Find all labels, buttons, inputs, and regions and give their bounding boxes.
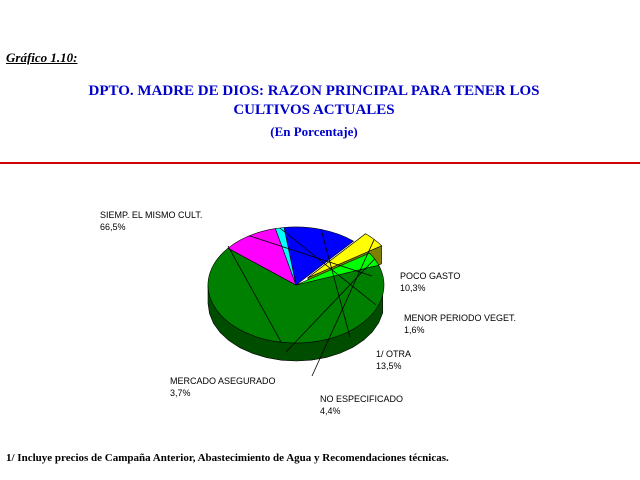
- slice-label-poco-gasto: POCO GASTO: [400, 271, 461, 281]
- slice-value-siemp-el-mismo-cult: 66,5%: [100, 222, 126, 232]
- slice-value-no-especificado: 4,4%: [320, 406, 341, 416]
- chart-title-line2: CULTIVOS ACTUALES: [233, 102, 395, 118]
- slice-label-1-otra: 1/ OTRA: [376, 349, 412, 359]
- slice-label-menor-periodo-veget: MENOR PERIODO VEGET.: [404, 313, 517, 323]
- slice-label-siemp-el-mismo-cult: SIEMP. EL MISMO CULT.: [100, 210, 203, 220]
- slice-value-menor-periodo-veget: 1,6%: [404, 325, 425, 335]
- slice-label-no-especificado: NO ESPECIFICADO: [320, 394, 404, 404]
- chart-subtitle: (En Porcentaje): [270, 124, 358, 139]
- footnote: 1/ Incluye precios de Campaña Anterior, Abastecimiento de Agua y Recomendaciones técnicas.: [6, 452, 449, 464]
- slice-value-mercado-asegurado: 3,7%: [170, 388, 191, 398]
- slice-label-mercado-asegurado: MERCADO ASEGURADO: [170, 376, 276, 386]
- slice-value-poco-gasto: 10,3%: [400, 283, 426, 293]
- chart-title-line1: DPTO. MADRE DE DIOS: RAZON PRINCIPAL PARA TENER LOS: [88, 83, 540, 99]
- slice-value-1-otra: 13,5%: [376, 361, 402, 371]
- figure-label: Gráfico 1.10:: [6, 50, 78, 65]
- pie-tops: [208, 227, 384, 343]
